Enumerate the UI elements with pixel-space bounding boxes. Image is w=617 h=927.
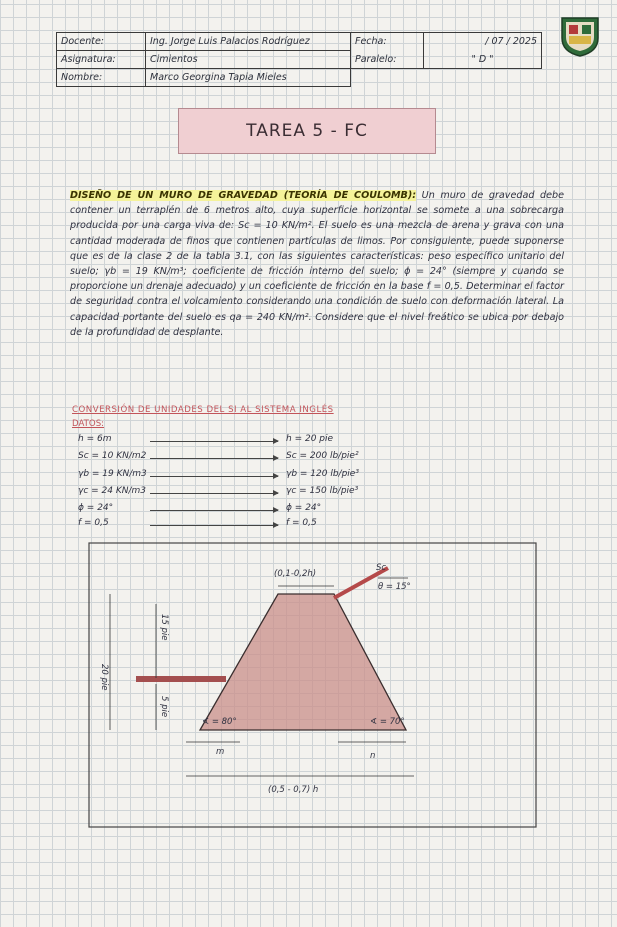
si-value-phi: ϕ = 24° xyxy=(78,503,114,513)
si-value-h: h = 6m xyxy=(78,434,112,444)
problem-statement xyxy=(70,188,564,340)
conversion-arrow xyxy=(150,525,278,526)
header-table xyxy=(56,32,542,87)
gravity-wall-diagram xyxy=(88,542,538,828)
wall-cross-section xyxy=(200,594,406,730)
total-height-label: 20 pie xyxy=(99,664,109,691)
si-value-gamma-b: γb = 19 KN/m3 xyxy=(78,469,147,479)
soil-level-line xyxy=(136,676,226,682)
problem-heading: DISEÑO DE UN MURO DE GRAVEDAD (TEORÍA DE COULOMB): xyxy=(70,190,417,201)
n-label: n xyxy=(370,751,376,761)
si-value-gamma-c: γc = 24 KN/m3 xyxy=(78,486,147,496)
problem-body: Un muro de gravedad debe contener un terraplén de 6 metros alto, cuya superficie horizontal se somete a una sobrecarga producida por una carga viva de: Sc = 10 KN/m². El suelo es una mezcla de arena y grava con una cantidad moderada de finos que contienen partículas de limos. Por consiguiente, puede suponerse que es de la clase 2 de la tabla 3.1, con las siguientes características: peso específico unitario del suelo; γb = 19 KN/m³; coeficiente de fricción interno del suelo; ϕ = 24° (siempre y cuando se proporcione un drenaje adecuado) y un coeficiente de fricción en la base f = 0,5. Determinar el factor de seguridad contra el volcamiento considerando una condición de suelo con deformación lateral. La capacidad portante del suelo es qa = 240 KN/m². Considere que el nivel freático se ubica por debajo de la profundidad de desplante. xyxy=(70,190,565,338)
sc-label: Sc xyxy=(376,563,387,573)
page-title: TAREA 5 - FC xyxy=(178,108,436,154)
lower-height-label: 5 pie xyxy=(159,696,169,718)
english-value-f: f = 0,5 xyxy=(286,518,317,528)
english-value-gamma-b: γb = 120 lb/pie³ xyxy=(286,469,359,479)
docente-value: Ing. Jorge Luis Palacios Rodríguez xyxy=(146,33,351,51)
english-value-gamma-c: γc = 150 lb/pie³ xyxy=(286,486,359,496)
conversion-arrow xyxy=(150,493,278,494)
english-value-h: h = 20 pie xyxy=(286,434,334,444)
nombre-label: Nombre: xyxy=(57,69,146,87)
base-label: (0,5 - 0,7) h xyxy=(268,785,319,795)
university-crest-logo xyxy=(558,14,602,58)
conversion-arrow xyxy=(150,458,278,459)
conversion-title: CONVERSIÓN DE UNIDADES DEL SI AL SISTEMA INGLÉS xyxy=(72,405,334,415)
fecha-label: Fecha: xyxy=(351,33,424,51)
left-angle-label: ∢ = 80° xyxy=(202,717,237,727)
paralelo-label: Paralelo: xyxy=(351,51,424,69)
english-value-phi: ϕ = 24° xyxy=(286,503,322,513)
asignatura-label: Asignatura: xyxy=(57,51,146,69)
m-label: m xyxy=(216,747,225,757)
top-width-label: (0,1-0,2h) xyxy=(274,569,317,579)
asignatura-value: Cimientos xyxy=(146,51,351,69)
paralelo-value: " D " xyxy=(424,51,542,69)
conversion-arrow xyxy=(150,441,278,442)
right-angle-label: ∢ = 70° xyxy=(370,717,405,727)
theta-label: θ = 15° xyxy=(378,582,411,592)
nombre-value: Marco Georgina Tapia Mieles xyxy=(146,69,351,87)
si-value-f: f = 0,5 xyxy=(78,518,109,528)
fecha-value: / 07 / 2025 xyxy=(424,33,542,51)
docente-label: Docente: xyxy=(57,33,146,51)
conversion-arrow xyxy=(150,476,278,477)
conversion-arrow xyxy=(150,510,278,511)
english-value-sc: Sc = 200 lb/pie² xyxy=(286,451,359,461)
datos-label: DATOS: xyxy=(72,419,105,429)
si-value-sc: Sc = 10 KN/m2 xyxy=(78,451,147,461)
upper-height-label: 15 pie xyxy=(159,614,169,641)
